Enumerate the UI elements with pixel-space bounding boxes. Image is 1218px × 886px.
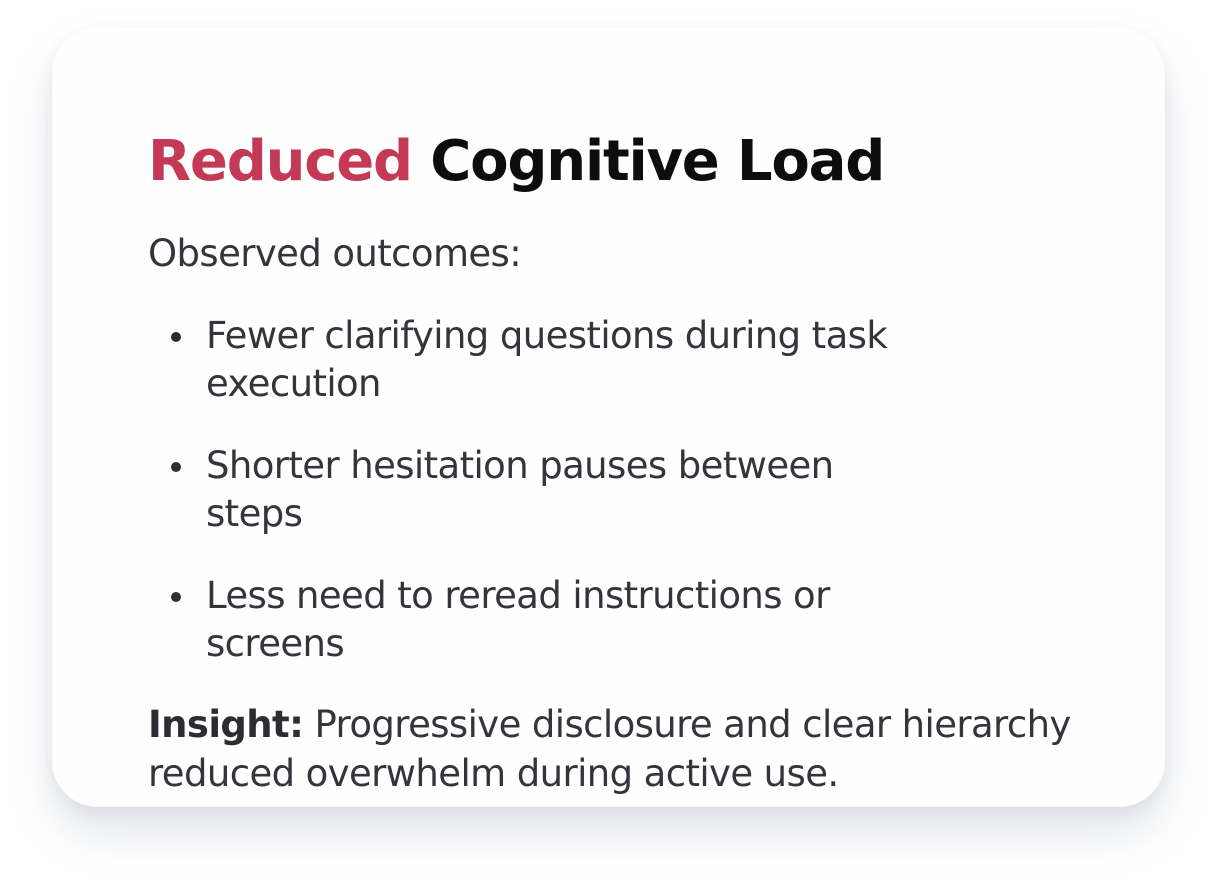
outcome-item (148, 312, 1108, 408)
outcome-text: Less need to reread instructions or screens (206, 574, 830, 665)
outcome-text: Shorter hesitation pauses between steps (206, 444, 834, 535)
bullet-dot-icon (171, 332, 181, 342)
insight-text: Progressive disclosure and clear hierarchy reduced overwhelm during active use. (148, 703, 1071, 795)
insight-paragraph (148, 700, 1108, 798)
outcome-text: Fewer clarifying questions during task execution (206, 314, 888, 405)
title-rest: Cognitive Load (430, 129, 885, 194)
insight-label: Insight: (148, 703, 304, 746)
title-accent-word: Reduced (148, 129, 412, 194)
intro-text: Observed outcomes: (148, 232, 522, 275)
outcomes-list (148, 312, 1108, 668)
insight-card (52, 28, 1165, 807)
bullet-dot-icon (171, 592, 181, 602)
outcome-item (148, 442, 1108, 538)
card-title (148, 126, 1108, 198)
bullet-dot-icon (171, 462, 181, 472)
card-content (148, 126, 1108, 798)
outcome-item (148, 572, 1108, 668)
